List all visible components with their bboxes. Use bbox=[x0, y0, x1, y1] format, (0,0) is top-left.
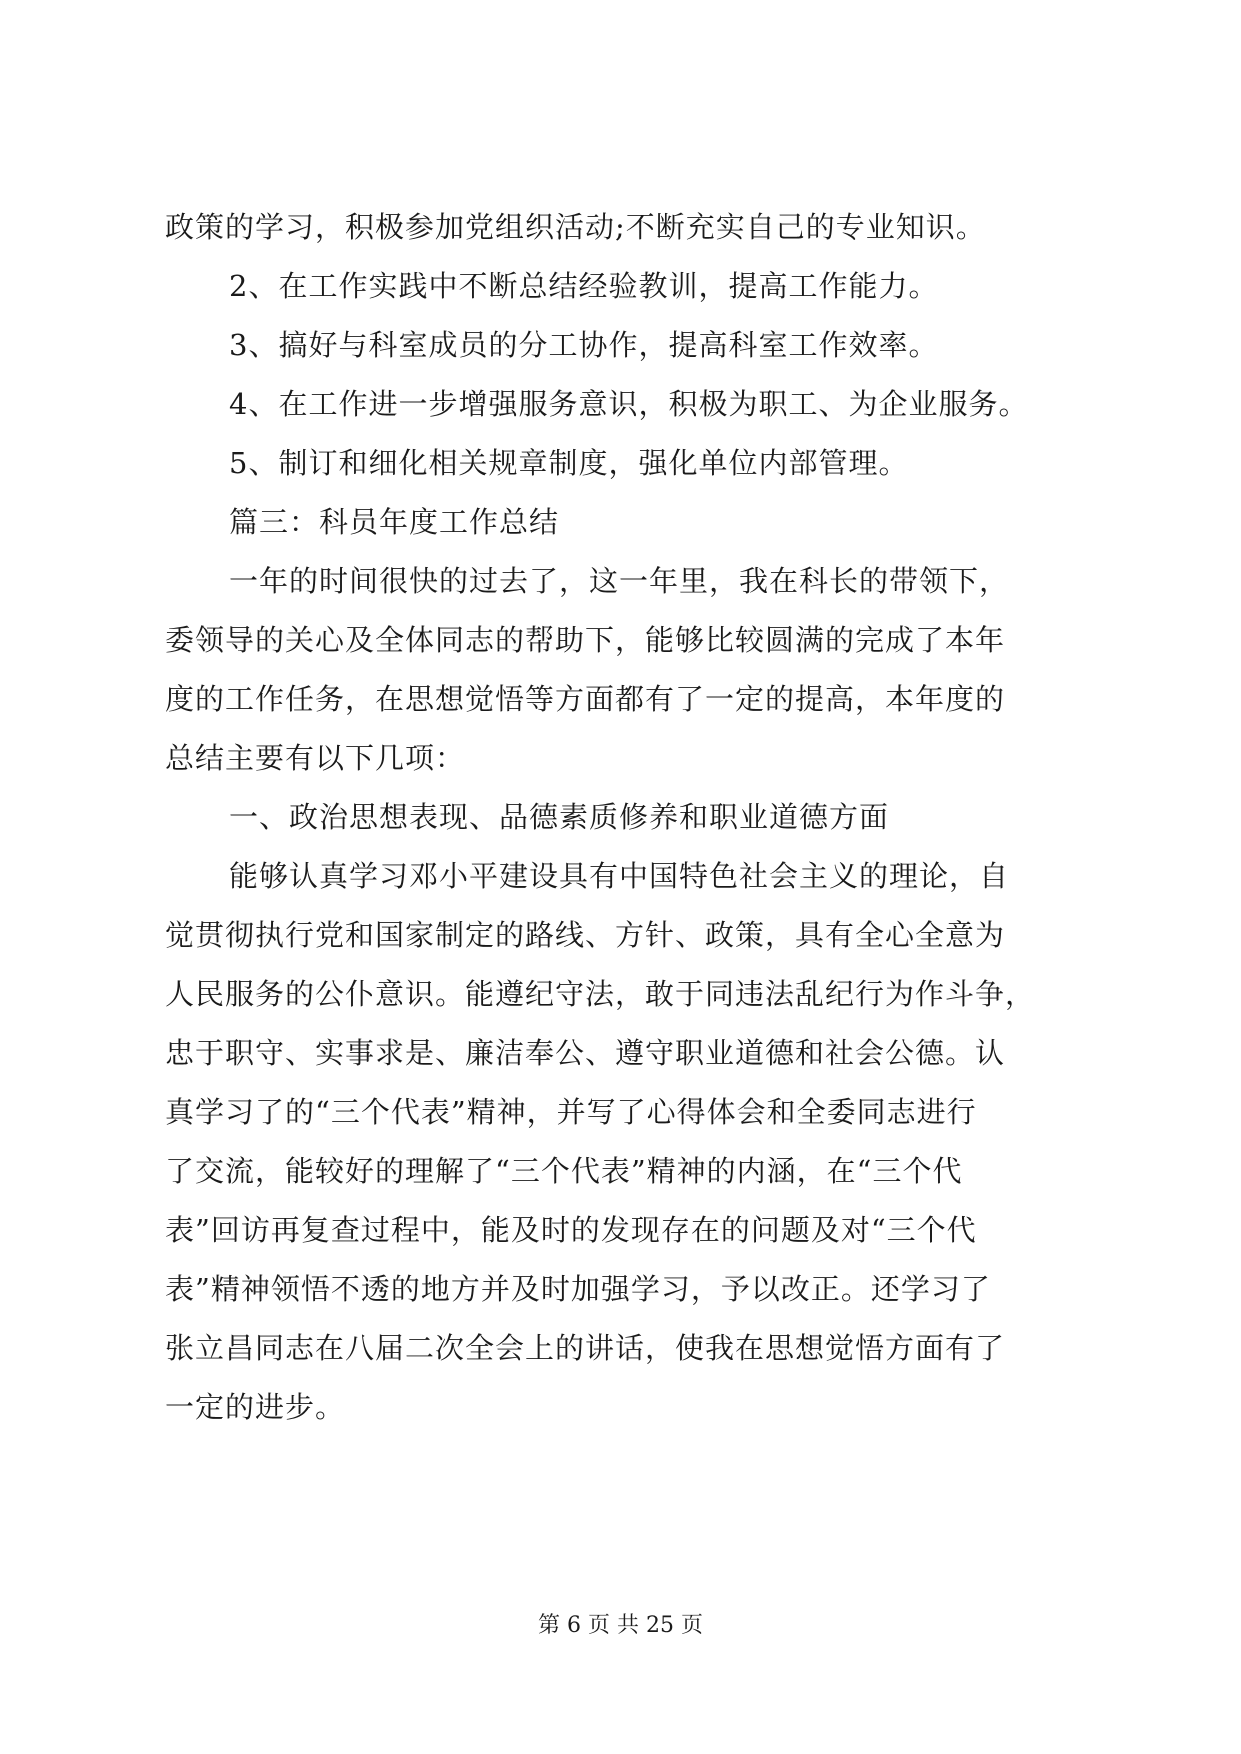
text-line: 总结主要有以下几项： bbox=[165, 741, 466, 775]
text-line: 真学习了的“三个代表”精神，并写了心得体会和全委同志进行 bbox=[165, 1095, 977, 1129]
text-line: 一年的时间很快的过去了，这一年里，我在科长的带领下， bbox=[229, 564, 1010, 598]
text-line: 人民服务的公仆意识。能遵纪守法，敢于同违法乱纪行为作斗争， bbox=[165, 977, 1036, 1011]
text-line: 度的工作任务，在思想觉悟等方面都有了一定的提高，本年度的 bbox=[165, 682, 1006, 716]
text-line: 表”回访再复查过程中，能及时的发现存在的问题及对“三个代 bbox=[165, 1213, 977, 1247]
text-line: 政策的学习，积极参加党组织活动;不断充实自己的专业知识。 bbox=[165, 210, 986, 244]
text-line: 能够认真学习邓小平建设具有中国特色社会主义的理论，自 bbox=[229, 859, 1010, 893]
text-line: 表”精神领悟不透的地方并及时加强学习，予以改正。还学习了 bbox=[165, 1272, 991, 1306]
text-line: 5、制订和细化相关规章制度，强化单位内部管理。 bbox=[229, 446, 909, 480]
text-line: 委领导的关心及全体同志的帮助下，能够比较圆满的完成了本年 bbox=[165, 623, 1006, 657]
text-line: 3、搞好与科室成员的分工协作，提高科室工作效率。 bbox=[229, 328, 939, 362]
text-line: 4、在工作进一步增强服务意识，积极为职工、为企业服务。 bbox=[229, 387, 1029, 421]
text-line: 一、政治思想表现、品德素质修养和职业道德方面 bbox=[229, 800, 890, 834]
text-line: 觉贯彻执行党和国家制定的路线、方针、政策，具有全心全意为 bbox=[165, 918, 1006, 952]
page-footer: 第 6 页 共 25 页 bbox=[538, 1613, 703, 1638]
text-line: 了交流，能较好的理解了“三个代表”精神的内涵，在“三个代 bbox=[165, 1154, 963, 1188]
text-line: 一定的进步。 bbox=[165, 1390, 346, 1424]
text-line: 忠于职守、实事求是、廉洁奉公、遵守职业道德和社会公德。认 bbox=[165, 1036, 1006, 1070]
text-line: 张立昌同志在八届二次全会上的讲话，使我在思想觉悟方面有了 bbox=[165, 1331, 1006, 1365]
text-line: 篇三：科员年度工作总结 bbox=[229, 505, 560, 539]
document-body bbox=[165, 198, 1095, 1437]
text-line: 2、在工作实践中不断总结经验教训，提高工作能力。 bbox=[229, 269, 939, 303]
